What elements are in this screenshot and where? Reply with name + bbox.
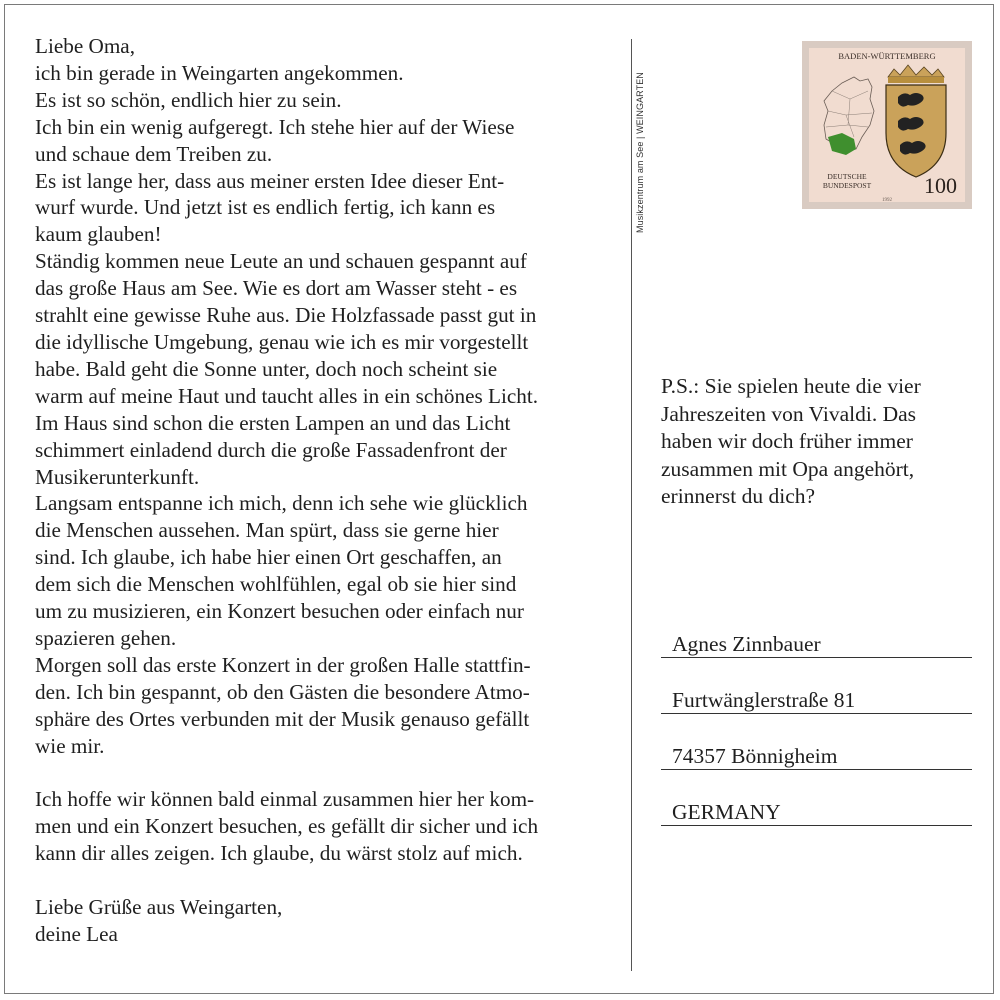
address-line-country: GERMANY bbox=[672, 800, 781, 824]
address-line-name: Agnes Zinnbauer bbox=[672, 632, 821, 656]
letter-line: sphäre des Ortes verbunden mit der Musik genauso gefällt bbox=[35, 706, 530, 731]
letter-line: Ich hoffe wir können bald einmal zusammen hier her kom- bbox=[35, 787, 535, 812]
postcard-back bbox=[4, 4, 994, 994]
letter-line: Liebe Grüße aus Weingarten, bbox=[35, 894, 283, 919]
postscript-line: P.S.: Sie spielen heute die vier bbox=[661, 374, 921, 398]
letter-line: Musikerunterkunft. bbox=[35, 464, 200, 489]
letter-line: sind. Ich glaube, ich habe hier einen Ort geschaffen, an bbox=[35, 545, 502, 570]
letter-line: das große Haus am See. Wie es dort am Wasser steht - es bbox=[35, 276, 518, 301]
address-line-street: Furtwänglerstraße 81 bbox=[672, 688, 856, 712]
letter-line: Es ist lange her, dass aus meiner ersten Idee dieser Ent- bbox=[35, 168, 505, 193]
stamp-issuer-line2: BUNDESPOST bbox=[822, 181, 872, 190]
letter-body bbox=[35, 33, 603, 948]
address-rule-2 bbox=[661, 713, 972, 714]
stamp-issuer-line1: DEUTSCHE bbox=[827, 172, 867, 181]
stamp-value: 100 bbox=[924, 173, 957, 198]
letter-line: spazieren gehen. bbox=[35, 625, 177, 650]
letter-line: Ständig kommen neue Leute an und schauen gespannt auf bbox=[35, 249, 527, 274]
letter-line: ich bin gerade in Weingarten angekommen. bbox=[35, 60, 404, 85]
letter-line: wurf wurde. Und jetzt ist es endlich fertig, ich kann es bbox=[35, 195, 496, 220]
letter-line: deine Lea bbox=[35, 921, 118, 946]
letter-line: strahlt eine gewisse Ruhe aus. Die Holzfassade passt gut in bbox=[35, 303, 537, 328]
letter-line: Morgen soll das erste Konzert in der großen Halle stattfin- bbox=[35, 652, 531, 677]
address-rule-3 bbox=[661, 769, 972, 770]
letter-line: men und ein Konzert besuchen, es gefällt dir sicher und ich bbox=[35, 814, 539, 839]
stamp-region-label: BADEN-WÜRTTEMBERG bbox=[838, 51, 936, 61]
letter-paragraph-main bbox=[35, 60, 603, 760]
vertical-divider bbox=[631, 39, 632, 971]
letter-line: dem sich die Menschen wohlfühlen, egal ob sie hier sind bbox=[35, 572, 517, 597]
postscript-line: erinnerst du dich? bbox=[661, 484, 816, 509]
letter-line: wie mir. bbox=[35, 733, 105, 758]
letter-line: Im Haus sind schon die ersten Lampen an und das Licht bbox=[35, 410, 511, 435]
postscript bbox=[661, 373, 981, 511]
letter-greeting: Liebe Oma, bbox=[35, 34, 136, 58]
stamp-artwork bbox=[802, 41, 972, 209]
letter-line: den. Ich bin gespannt, ob den Gästen die besondere Atmo- bbox=[35, 679, 530, 704]
letter-line: habe. Bald geht die Sonne unter, doch noch scheint sie bbox=[35, 356, 498, 381]
letter-line: Es ist so schön, endlich hier zu sein. bbox=[35, 87, 342, 112]
letter-line: kaum glauben! bbox=[35, 222, 162, 247]
letter-signoff bbox=[35, 894, 603, 948]
stamp-year: 1992 bbox=[882, 198, 892, 203]
letter-line: Langsam entspanne ich mich, denn ich sehe wie glücklich bbox=[35, 491, 528, 516]
vertical-caption: Musikzentrum am See | WEINGARTEN bbox=[635, 72, 645, 233]
address-rule-4 bbox=[661, 825, 972, 826]
letter-line: die idyllische Umgebung, genau wie ich es mir vorgestellt bbox=[35, 329, 529, 354]
coat-of-arms-icon bbox=[886, 65, 946, 177]
letter-line: um zu musizieren, ein Konzert besuchen oder einfach nur bbox=[35, 599, 524, 624]
letter-line: und schaue dem Treiben zu. bbox=[35, 141, 273, 166]
letter-line: kann dir alles zeigen. Ich glaube, du wärst stolz auf mich. bbox=[35, 841, 523, 866]
letter-line: die Menschen aussehen. Man spürt, dass sie gerne hier bbox=[35, 518, 499, 543]
postscript-line: haben wir doch früher immer bbox=[661, 429, 913, 454]
letter-paragraph-closing bbox=[35, 786, 603, 867]
letter-line: Ich bin ein wenig aufgeregt. Ich stehe hier auf der Wiese bbox=[35, 114, 515, 139]
letter-line: warm auf meine Haut und taucht alles in ein schönes Licht. bbox=[35, 383, 539, 408]
letter-line: schimmert einladend durch die große Fassadenfront der bbox=[35, 437, 507, 462]
postscript-line: zusammen mit Opa angehört, bbox=[661, 456, 915, 481]
address-line-city: 74357 Bönnigheim bbox=[672, 744, 838, 768]
postscript-line: Jahreszeiten von Vivaldi. Das bbox=[661, 401, 917, 426]
postage-stamp bbox=[802, 41, 972, 209]
address-rule-1 bbox=[661, 657, 972, 658]
